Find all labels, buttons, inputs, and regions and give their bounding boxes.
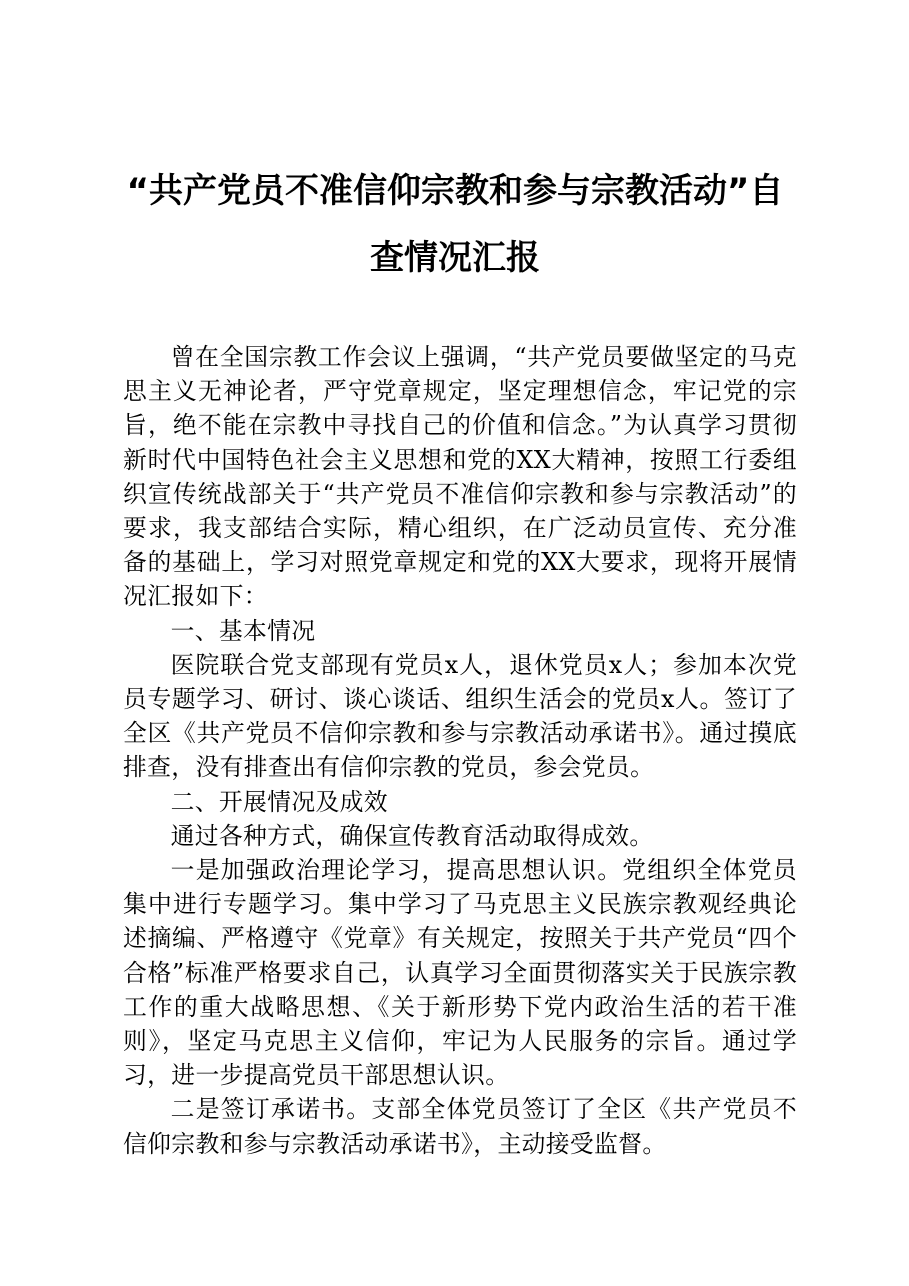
paragraph-progress-summary: 通过各种方式，确保宣传教育活动取得成效。	[170, 821, 654, 850]
paragraph-commitment-letter: 二是签订承诺书。支部全体党员签订了全区《共产党员不信仰宗教和参与宗教活动承诺书》，主动接受监督。	[123, 1095, 797, 1158]
section-heading-progress-results: 二、开展情况及成效	[170, 787, 388, 816]
section-heading-basic-situation: 一、基本情况	[170, 616, 316, 645]
paragraph-political-study: 一是加强政治理论学习，提高思想认识。党组织全体党员集中进行专题学习。集中学习了马克思主义民族宗教观经典论述摘编、严格遵守《党章》有关规定，按照关于共产党员“四个合格”标准严格要求自己，认真学习全面贯彻落实关于民族宗教工作的重大战略思想、《关于新形势下党内政治生活的若干准则》，坚定马克思主义信仰，牢记为人民服务的宗旨。通过学习，进一步提高党员干部思想认识。	[123, 856, 797, 1090]
paragraph-intro: 曾在全国宗教工作会议上强调，“共产党员要做坚定的马克思主义无神论者，严守党章规定，坚定理想信念，牢记党的宗旨，绝不能在宗教中寻找自己的价值和信念。”为认真学习贯彻新时代中国特色社会主义思想和党的XX大精神，按照工行委组织宣传统战部关于“共产党员不准信仰宗教和参与宗教活动”的要求，我支部结合实际，精心组织，在广泛动员宣传、充分准备的基础上，学习对照党章规定和党的XX大要求，现将开展情况汇报如下：	[123, 343, 797, 611]
paragraph-basic-situation: 医院联合党支部现有党员x人，退休党员x人；参加本次党员专题学习、研讨、谈心谈话、组织生活会的党员x人。签订了全区《共产党员不信仰宗教和参与宗教活动承诺书》。通过摸底排查，没有排查出有信仰宗教的党员，参会党员。	[123, 650, 797, 782]
document-title: “共产党员不准信仰宗教和参与宗教活动”自查情况汇报	[126, 171, 784, 278]
document-body	[123, 340, 797, 1161]
